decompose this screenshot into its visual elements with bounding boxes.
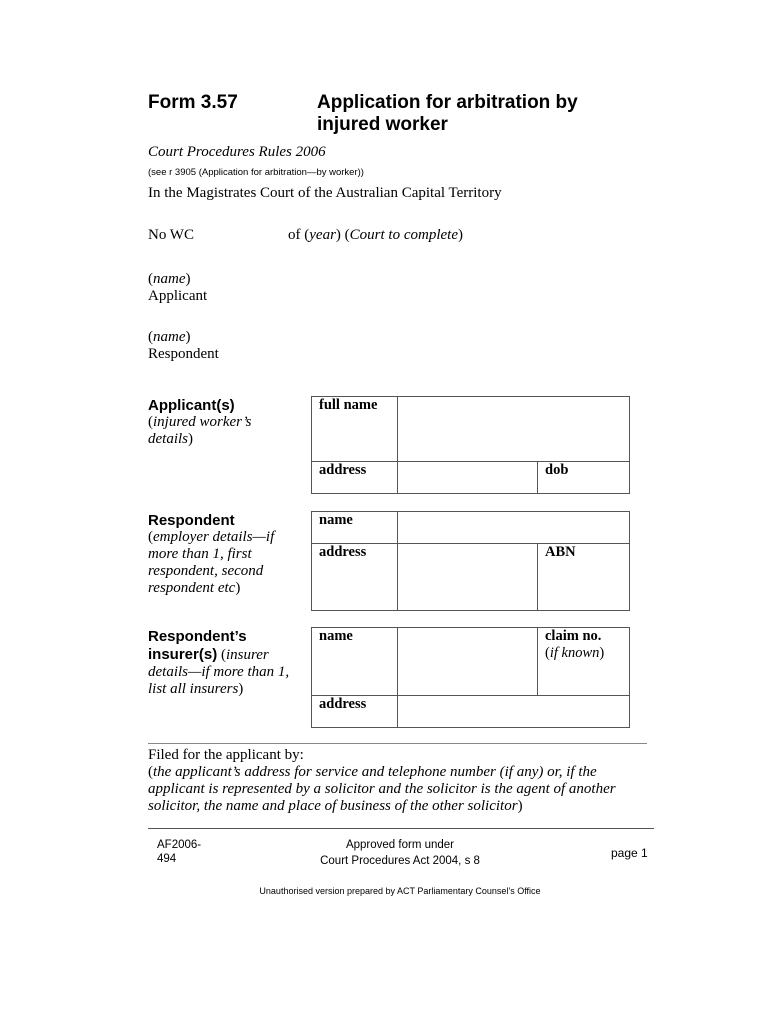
applicant-section-title: Applicant(s) — [148, 397, 235, 414]
insurer-name-field[interactable] — [398, 628, 538, 696]
insurer-address-label: address — [319, 696, 367, 712]
respondent-section-label — [148, 512, 298, 597]
case-number-year-note: of (year) (Court to complete) — [288, 227, 463, 243]
filed-for-line: Filed for the applicant by: — [148, 747, 304, 763]
respondent-address-field[interactable] — [398, 544, 538, 611]
insurer-section-desc: Respondent’s insurer(s) (insurer details—if more than 1, list all insurers) — [148, 628, 290, 697]
page-number: page 1 — [611, 846, 648, 860]
approved-form-note — [300, 837, 500, 869]
approved-line2: Court Procedures Act 2004, s 8 — [320, 855, 480, 867]
rules-title: Court Procedures Rules 2006 — [148, 144, 326, 160]
form-title-line2: injured worker — [317, 114, 448, 135]
respondent-section-desc: (employer details—if more than 1, first respondent, second respondent etc) — [148, 529, 275, 596]
case-number-prefix: No WC — [148, 227, 194, 243]
form-title — [317, 92, 637, 136]
respondent-abn-cell[interactable] — [538, 544, 630, 611]
applicant-address-label-cell — [312, 462, 398, 494]
insurer-claim-sublabel: (if known) — [545, 645, 605, 661]
filed-for-detail: (the applicant’s address for service and telephone number (if any) or, if the applicant is represented by a solicitor and the solicitor is the agent of another solicitor, the name and place of business of the other solicitor) — [148, 764, 616, 814]
respondent-details-table — [311, 511, 630, 611]
respondent-name-label-cell — [312, 512, 398, 544]
respondent-abn-label: ABN — [545, 544, 576, 560]
form-code-line2: 494 — [157, 853, 177, 865]
respondent-role: Respondent — [148, 346, 219, 362]
insurer-claim-label: claim no. — [545, 628, 602, 644]
insurer-name-label: name — [319, 628, 353, 644]
applicant-name-placeholder: (name) — [148, 271, 191, 287]
insurer-address-label-cell — [312, 696, 398, 728]
applicant-address-field[interactable] — [398, 462, 538, 494]
respondent-address-label: address — [319, 544, 367, 560]
applicant-full-name-label-cell — [312, 397, 398, 462]
insurer-claim-cell[interactable] — [538, 628, 630, 696]
respondent-address-label-cell — [312, 544, 398, 611]
respondent-name-field[interactable] — [398, 512, 630, 544]
respondent-name-placeholder: (name) — [148, 329, 191, 345]
applicant-full-name-field[interactable] — [398, 397, 630, 462]
applicant-dob-label: dob — [545, 462, 569, 478]
applicant-role: Applicant — [148, 288, 208, 304]
applicant-dob-cell[interactable] — [538, 462, 630, 494]
insurer-details-table — [311, 627, 630, 728]
court-line: In the Magistrates Court of the Australian Capital Territory — [148, 185, 502, 201]
insurer-name-label-cell — [312, 628, 398, 696]
applicant-section-label — [148, 397, 298, 448]
applicant-section-desc: (injured worker’s details) — [148, 414, 252, 447]
applicant-full-name-label: full name — [319, 397, 378, 413]
approved-line1: Approved form under — [345, 839, 455, 851]
form-number: Form 3.57 — [148, 92, 238, 113]
respondent-name-label: name — [319, 512, 353, 528]
unauthorised-note: Unauthorised version prepared by ACT Parliamentary Counsel’s Office — [259, 886, 541, 896]
rule-reference: (see r 3905 (Application for arbitration—by worker)) — [148, 167, 364, 178]
insurer-section-label — [148, 628, 303, 698]
respondent-section-title: Respondent — [148, 512, 235, 529]
form-code-line1: AF2006- — [157, 839, 202, 851]
applicant-details-table — [311, 396, 630, 494]
form-title-line1: Application for arbitration by — [317, 92, 578, 113]
footer-divider — [148, 828, 654, 829]
form-code — [157, 838, 201, 866]
insurer-section-title: Respondent’s insurer(s) — [148, 628, 247, 663]
applicant-address-label: address — [319, 462, 367, 478]
filed-divider — [148, 743, 647, 744]
insurer-address-field[interactable] — [398, 696, 630, 728]
